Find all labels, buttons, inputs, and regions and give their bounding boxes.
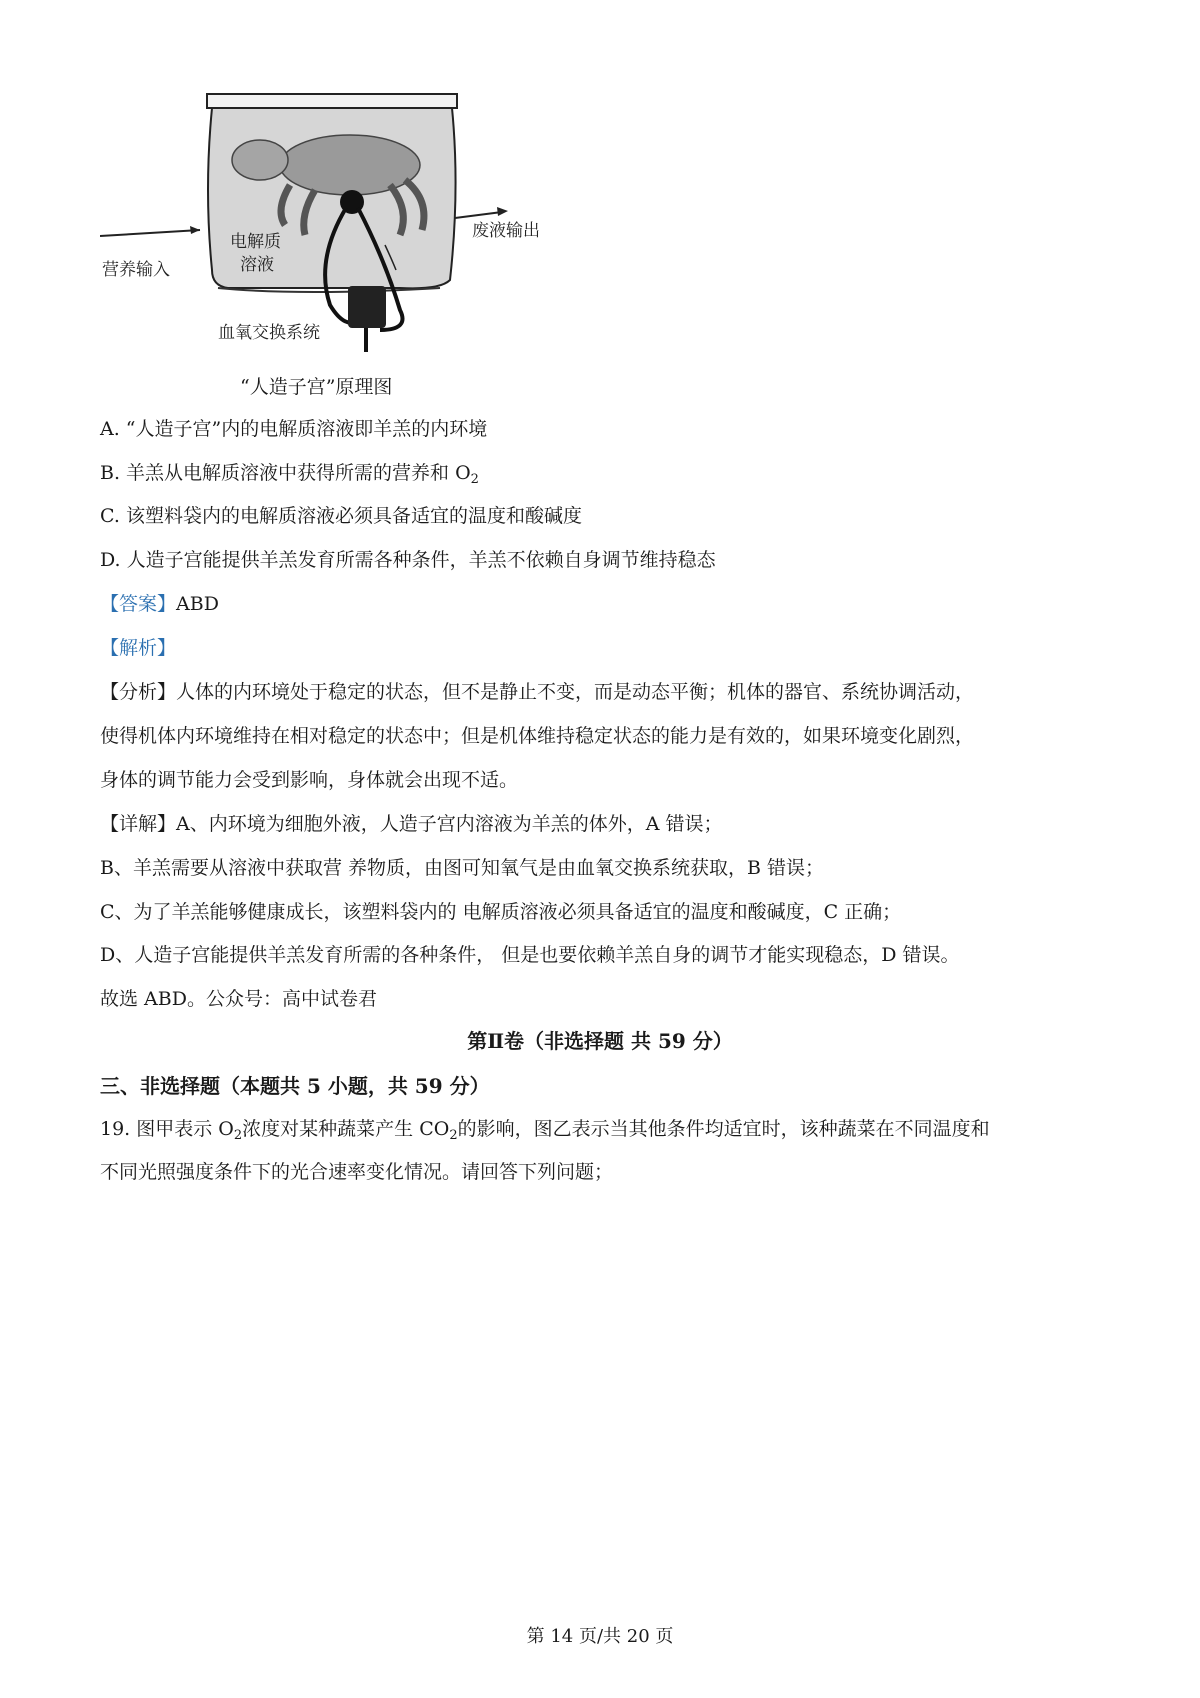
analysis-line-1: 【分析】人体的内环境处于稳定的状态，但不是静止不变，而是动态平衡；机体的器官、系统协调活动， xyxy=(100,681,975,703)
option-d: D. 人造子宫能提供羊羔发育所需各种条件，羊羔不依赖自身调节维持稳态 xyxy=(100,549,716,571)
analysis-tag: 【解析】 xyxy=(100,637,177,659)
analysis-line-2: 使得机体内环境维持在相对稳定的状态中；但是机体维持稳定状态的能力是有效的，如果环境变化剧烈， xyxy=(100,725,975,747)
part-title: 三、非选择题（本题共 5 小题，共 59 分） xyxy=(100,1074,490,1098)
oxygen-exchange-device xyxy=(348,286,386,328)
lamb-head xyxy=(232,140,288,180)
page-footer: 第 14 页/共 20 页 xyxy=(526,1626,674,1647)
label-oxygen-system: 血氧交换系统 xyxy=(218,323,320,343)
label-nutrient-in: 营养输入 xyxy=(102,260,170,280)
question-19-line-2: 不同光照强度条件下的光合速率变化情况。请回答下列问题； xyxy=(100,1161,614,1183)
option-c: C. 该塑料袋内的电解质溶液必须具备适宜的温度和酸碱度 xyxy=(100,505,582,527)
detail-line-5: 故选 ABD。公众号：高中试卷君 xyxy=(100,988,377,1010)
nutrient-arrow xyxy=(100,230,200,236)
artificial-womb-figure xyxy=(100,90,580,375)
label-electrolyte: 电解质 xyxy=(230,232,281,252)
bag-top-bar xyxy=(207,94,457,108)
label-waste-out: 废液输出 xyxy=(472,221,540,241)
detail-line-4: D、人造子宫能提供羊羔发育所需的各种条件， 但是也要依赖羊羔自身的调节才能实现稳态，D 错误。 xyxy=(100,944,960,966)
artificial-womb-diagram xyxy=(100,90,580,375)
detail-line-3: C、为了羊羔能够健康成长，该塑料袋内的 电解质溶液必须具备适宜的温度和酸碱度，C 正确； xyxy=(100,901,902,923)
option-a: A. “人造子宫”内的电解质溶液即羊羔的内环境 xyxy=(100,418,488,440)
question-19-line-1: 19. 图甲表示 $O_2$浓度对某种蔬菜产生 $CO_2$的影响，图乙表示当其他条件均适宜时，该种蔬菜在不同温度和 xyxy=(100,1118,990,1143)
label-solution: 溶液 xyxy=(240,255,274,275)
lamb-body xyxy=(280,135,420,195)
detail-line-1: 【详解】A、内环境为细胞外液，人造子宫内溶液为羊羔的体外，A 错误； xyxy=(100,813,723,835)
waste-arrow xyxy=(455,212,502,218)
answer xyxy=(100,589,219,616)
detail-line-2: B、羊羔需要从溶液中获取营 养物质，由图可知氧气是由血氧交换系统获取，B 错误； xyxy=(100,857,825,879)
answer-value: ABD xyxy=(176,593,219,615)
figure-caption: “人造子宫”原理图 xyxy=(240,376,393,398)
analysis-line-3: 身体的调节能力会受到影响，身体就会出现不适。 xyxy=(100,769,519,791)
answer-tag: 【答案】 xyxy=(100,593,177,615)
volume-title: 第Ⅱ卷（非选择题 共 59 分） xyxy=(467,1029,733,1053)
option-b: B. 羊羔从电解质溶液中获得所需的营养和 $O_2$ xyxy=(100,462,479,487)
